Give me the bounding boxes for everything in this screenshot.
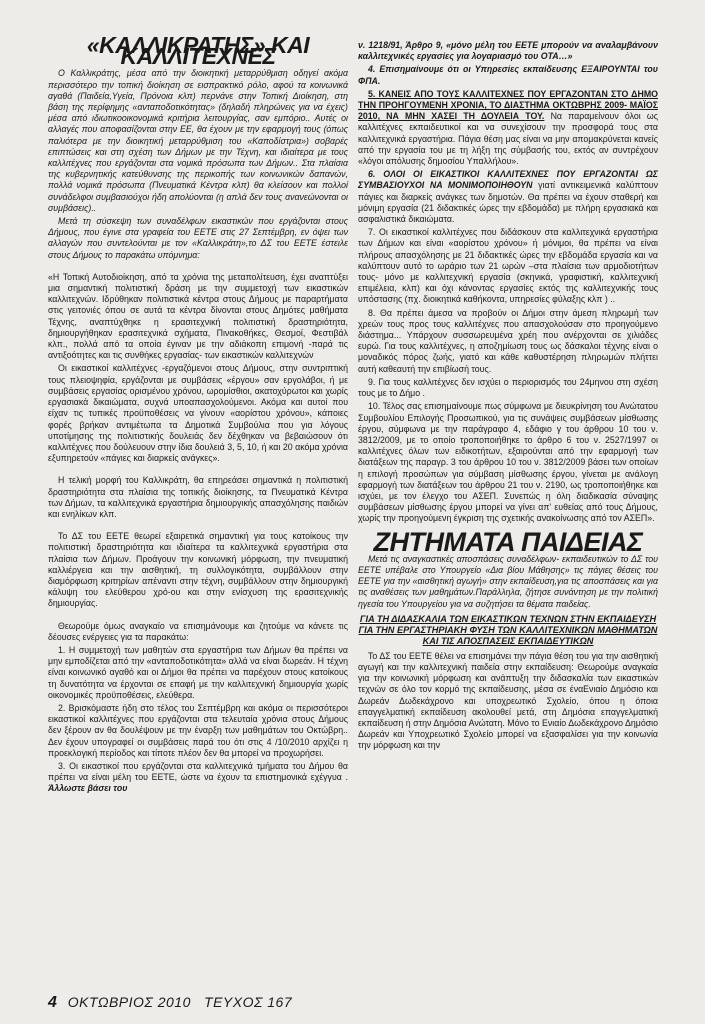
point-8: 8. Θα πρέπει άμεσα να προβούν οι Δήμοι στην άμεση πληρωμή των χρεών τους προς τους καλλιτέχνες που απασχολούσαν στο προηγούμενο διάστημα... Υπάρχουν συσσωρευμένα χρέη που ανέρχονται σε χιλιάδες ευρώ. Για τους καλλιτέχνες, η αποζημίωση τους ως δάσκαλοι τέχνης είναι ο μοναδικός πόρος ζωής, γιατό και κάθε καθυστέρηση πληρωμών πλήττει αυτή καθεαυτή την επιβίωσή τους.	[358, 307, 658, 374]
point-7: 7. Οι εικαστικοί καλλιτέχνες που διδάσκουν στα καλλιτεχνικά εργαστήρια των Δήμων και είναι «αορίστου χρόνου» ή μόνιμοι, θα πρέπει να είναι πλήρους απασχόλησης με 21 διδακτικές ώρες την εβδομάδα εργασία και να καλύπτουν αυτό το ωράριο των 21 ωρών –στα πλαίσια των αρμοδιοτήτων τους- μόνο με καλλιτεχνική εργασία (σκηνικά, γραφιστική, καλλιτεχνική επιμέλεια, κλπ) και όχι κάνοντας εργασίες εκτός της καλλιτεχνικής τους υπόστασης (πχ. διοικητικά καθήκοντα, υπηρεσίες φύλαξης κλπ ) ..	[358, 227, 658, 305]
law-reference	[358, 40, 658, 62]
point-3-text: 3. Οι εικαστικοί που εργάζονται στα καλλιτεχνικά τμήματα του Δήμου θα πρέπει να είναι μέλη του ΕΕΤΕ, ώστε να έχουν τα επιστημονικά εχέγγυα .	[48, 760, 348, 783]
memo-paragraph-1: «Η Τοπική Αυτοδιοίκηση, από τα χρόνια της μεταπολίτευση, έχει αναπτύξει μια σημαντική πολιτιστική δράση με την συμμετοχή των εικαστικών καλλιτεχνών. Ιδρύθηκαν πολιτιστικά κέντρα στους Δήμους με παραρτήματα στις γειτονιές όπου σε αυτά τα κέντρα δίνονται στους Δημότες μαθήματα Τέχνης, αναπτύχθηκε η ερασιτεχνική πολιτιστική δραστηριότητα, δημιουργήθηκαν ερασιτεχνικά σχήματα, Πινακοθήκες, Θεσμοί, Φεστιβάλ κλπ., πολλά από τα οποία έγιναν με την αδιάκοπη επιμονή -παρά τις αντιξοότητες και τις συνθήκες εργασίας- των εικαστικών καλλιτεχνών	[48, 271, 348, 361]
memo-intro-paragraph: Μετά τη σύσκεψη των συναδέλφων εικαστικών που εργάζονται στους Δήμους, που έγινε στα γραφεία του ΕΕΤΕ στις 27 Σεπτέμβρη, εν όψει των αλλαγών που συντελούνται με τον «Καλλικράτη»,το ΔΣ του ΕΕΤΕ έστειλε στους Δήμους το παρακάτω υπόμνημα:	[48, 216, 348, 260]
point-2: 2. Βρισκόμαστε ήδη στο τέλος του Σεπτέμβρη και ακόμα οι περισσότεροι εικαστικοί καλλιτέχνες που εργάζονται στα τελευταία χρόνια στους Δήμους δεν ξέρουν αν θα δουλέψουν με την έναρξη των μαθημάτων του Οκτώβρη.. Δεν έχουν υπογραφεί οι συμβάσεις παρά του ότι στις 4 /10/2010 αρχίζει η προεκλογική περίοδος και τίποτε πλέον δεν θα μπορεί να προχωρήσει.	[48, 702, 348, 758]
point-1: 1. Η συμμετοχή των μαθητών στα εργαστήρια των Δήμων θα πρέπει να μην εμποδίζεται από την «ανταποδοτικότητα» αλλά να είναι δωρεάν. Η τέχνη είναι κοινωνικό αγαθό και οι Δήμοι θα πρέπει να παρέχουν στους κατοίκους τη δυνατότητα να έρχονται σε επαφή με την καλλιτεχνική δημιουργία χωρίς οικονομικές προϋποθέσεις, ελεύθερα.	[48, 644, 348, 700]
education-subheading: ΓΙΑ ΤΗ ΔΙΔΑΣΚΑΛΙΑ ΤΩΝ ΕΙΚΑΣΤΙΚΩΝ ΤΕΧΝΩΝ ΣΤΗΝ ΕΚΠΑΙΔΕΥΣΗ ΓΙΑ ΤΗΝ ΕΡΓΑΣΤΗΡΙΑΚΗ ΦΥΣΗ ΤΩΝ ΚΑΛΛΙΤΕΧΝΙΚΩΝ ΜΑΘΗΜΑΤΩΝ ΚΑΙ ΤΙΣ ΑΠΟΣΠΑΣΕΙΣ ΕΚΠΑΙΔΕΥΤΙΚΩΝ	[358, 613, 658, 646]
memo-paragraph-4: Το ΔΣ του ΕΕΤΕ θεωρεί εξαιρετικά σημαντική για τους κατοίκους την πολιτιστική δραστηριότητα και ιδιαίτερα τα καλλιτεχνικά εργαστήρια στα πλαίσια των Δήμων. Προάγουν την κοινωνική μόρφωση, την πνευματική καλλιέργεια και την αισθητική, τη συλλογικότητα, συμβάλλουν στην διαμόρφωση κριτηρίων απέναντι στην τέχνη, συμβάλλουν στην δημιουργική κάλυψη του ελεύθερου χρό-ου και στην ενίσχυση της ερασιτεχνικής δημιουργίας.	[48, 531, 348, 609]
memo-paragraph-2: Οι εικαστικοί καλλιτέχνες -εργαζόμενοι στους Δήμους, στην συντριπτική τους πλειοψηφία, εργάζονται με συμβάσεις «έργου» σαν εργολάβοι, ή με συμβάσεις εργασίας ορισμένου χρόνου, ωρομίσθιοι, ακατοχύρωτοι και χωρίς εργασιακά δικαιώματα, συχνά υποαπασχολούμενοι. Ακόμα και αυτοί που είχαν τις τυπικές προϋποθέσεις να γίνουν «αορίστου χρόνου», κάποιες φορές βρήκαν αντιμέτωπα τα Δημοτικά Συμβούλια που για λόγους υποτίμησης της πολιτιστικής δουλειάς δεν δέχθηκαν να βεβαιώσουν ότι καλλιτέχνες που δούλευουν στην ίδια δουλειά 3, 5, 10, ή και 20 ακόμα χρόνια εξυπηρετούν «πάγιες και διαρκείς ανάγκες».	[48, 363, 348, 464]
point-5-text: Να παραμείνουν όλοι ως καλλιτέχνες εκπαιδευτικοί και να συνεχίσουν την προσφορά τους στα καλλιτεχνικά εργαστήρια. Πάγια θέση μας είναι να μην απομακρύνεται κανείς από την εργασία του με τη λήξη της σύμβασής του, εκτός αν συντρέχουν «λόγοι απόλυσης δημοσίου Υπαλλήλου».	[358, 111, 658, 167]
left-column	[48, 32, 348, 797]
point-6	[358, 169, 658, 225]
article-title: «ΚΑΛΛΙΚΡΑΤΗΣ» ΚΑΙ ΚΑΛΛΙΤΕΧΝΕΣ	[86, 32, 310, 70]
memo-paragraph-5: Θεωρούμε όμως αναγκαίο να επισημάνουμε και ζητούμε να κάνετε τις δέουσες ενέργειες για τα παρακάτω:	[48, 620, 348, 642]
law-quote: «μόνο μέλη του ΕΕΤΕ μπορούν να αναλαμβάνουν καλλιτεχνικές εργασίες για λογαριασμό του ΟΤΑ…»	[358, 40, 658, 62]
page-footer	[48, 994, 668, 1012]
point-5-heading: 5. ΚΑΝΕΙΣ ΑΠΟ ΤΟΥΣ ΚΑΛΛΙΤΕΧΝΕΣ ΠΟΥ ΕΡΓΑΖΟΝΤΑΝ ΣΤΟ ΔΗΜΟ ΤΗΝ ΠΡΟΗΓΟΥΜΕΝΗ ΧΡΟΝΙΑ, ΤΟ ΔΙΑΣΤΗΜΑ ΟΚΤΩΒΡΗΣ 2009- ΜΑΪΟΣ 2010, ΝΑ ΜΗΝ ΧΑΣΕΙ ΤΗ ΔΟΥΛΕΙΑ ΤΟΥ.	[358, 88, 658, 122]
section-title-education: ΖΗΤΗΜΑΤΑ ΠΑΙΔΕΙΑΣ	[373, 526, 643, 557]
education-intro: Μετά τις αναγκαστικές αποσπάσεις συναδέλφων- εκπαιδευτικών το ΔΣ του ΕΕΤΕ υπέβαλε στο Υπουργείο «Δια βίου Μάθησης» τις πάγιες θέσεις του ΕΕΤΕ για την «αισθητική αγωγή» στην εκπαίδευση,για τις αποσπάσεις και για τις αναθέσεις των μαθημάτων.Παράλληλα, ζήτησε συνάντηση με την πολιτική ηγεσία του Υπουργείου για να συζητήσει τα θέματα παιδείας.	[358, 553, 658, 609]
issue-info: ΟΚΤΩΒΡΙΟΣ 2010 ΤΕΥΧΟΣ 167	[67, 994, 293, 1010]
point-9: 9. Για τους καλλιτέχνες δεν ισχύει ο περιορισμός του 24μηνου στη σχέση τους με το Δήμο .	[358, 376, 658, 399]
point-10: 10. Τέλος σας επισημαίνουμε πως σύμφωνα με διευκρίνηση του Ανώτατου Συμβουλίου Επιλογής Προσωπικού, για τις συνάψεις συμβάσεων μίσθωσης έργου, σύμφωνα με την παράγραφο 4, εδάφιο γ του άρθρου 10 του ν. 3812/2009, με το οποίο τροποποιήθηκε το άρθρο 6 του ν. 2527/1997 οι καλλιτέχνες όλων των ειδικοτήτων, εξαιρούνται από την εφαρμογή των διατάξεων της παραγρ. 3 του άρθρου 10 του ν. 3812/2009 βάσει των οποίων η επιλογή προσώπων για σύμβαση μίσθωσης έργου, γίνεται με ανάλογη εφαρμογή των διατάξεων του άρθρου 21 του ν. 2190, ως τροποποιήθηκε και ισχύει, με τον έλεγχο του ΑΣΕΠ. Συνεπώς η όλη διαδικασία σύναψης συμβάσεων μίσθωσης έργου μπορεί να γίνει απ' ευθείας από τους Δήμους, χωρίς την προηγούμενη έγκριση της σχετικής ανακοίνωσης από τον ΑΣΕΠ».	[358, 401, 658, 524]
point-3-emphasis: Άλλωστε βάσει του	[48, 783, 128, 794]
memo-paragraph-3: Η τελική μορφή του Καλλικράτη, θα επηρεάσει σημαντικά η πολιτιστική δραστηριότητα στα πλαίσια της τοπικής διοίκησης, τα Πνευματικά Κέντρα των Δήμων, τα καλλιτεχνικά εργαστήρια δημιουργικής απασχόλησης παιδιών και ενηλίκων κλπ.	[48, 475, 348, 519]
point-6-text: γιατί αντικειμενικά καλύπτουν πάγιες και διαρκείς ανάγκες των δημοτών. Θα πρέπει να έχουν σταθερή και μόνιμη εργασία (21 διδακτικές ώρες την εβδομάδα) με πλήρη εργασιακά και ασφαλιστικά δικαιώματα.	[358, 180, 659, 225]
point-4: 4. Επισημαίνουμε ότι οι Υπηρεσίες εκπαίδευσης ΕΞΑΙΡΟΥΝΤΑΙ του ΦΠΑ.	[358, 64, 658, 86]
page-number: 4	[48, 994, 58, 1011]
point-6-heading: 6. ΟΛΟΙ ΟΙ ΕΙΚΑΣΤΙΚΟΙ ΚΑΛΛΙΤΕΧΝΕΣ ΠΟΥ ΕΡΓΑΖΟΝΤΑΙ ΩΣ ΣΥΜΒΑΣΙΟΥΧΟΙ ΝΑ ΜΟΝΙΜΟΠΟΙΗΘΟΥΝ	[358, 169, 658, 191]
law-number: ν. 1218/91, Άρθρο 9,	[358, 40, 444, 50]
right-column	[358, 40, 658, 754]
point-3	[48, 761, 348, 795]
intro-paragraph: Ο Καλλικράτης, μέσα από την διοικητική μεταρρύθμιση οδηγεί ακόμα περισσότερο την τοπική διοίκηση σε εισπρακτικό ρόλο, αφού τα κοινωνικά αγαθά (Παιδεία,Υγεία, Πρόνοια κλπ) περνάνε στην Τοπική Διοίκηση, στη βάση της περίφημης «ανταποδοτικότητας» (δηλαδή πληρώνεις για να έχεις) μέσα από ιδιωτικοοικονομικά κριτήρια λειτουργίας, σαν εμπόριο.. Αυτές οι αλλαγές που αποφασίζονται στην ΕΕ, θα έχουν με την εφαρμογή τους (όπως παλιότερα με την διοικητική μεταρρύθμιση του «Καποδίστρια») σοβαρές επιπτώσεις και στη σχέση των Δήμων με την Τέχνη, και ιδιαίτερα με τους καλλιτέχνες που εργάζονται στα νομικά πρόσωπα των Δήμων.. Στα πλαίσια της κυβερνητικής κατεύθυνσης της περικοπής των κοινωνικών δαπανών, πολλά νομικά πρόσωπα (Πνευματικά Κέντρα κλπ) θα κλείσουν και πολλοί συνάδελφοι συμβασιούχοι ήδη απολύονται (η απλά δεν τους ανανεώνονται οι συμβάσεις)..	[48, 68, 348, 213]
education-body: Το ΔΣ του ΕΕΤΕ θέλει να επισημάνει την πάγια θέση του για την αισθητική αγωγή και την καλλιτεχνική παιδεία στην εκπαίδευση: Θεωρούμε αναγκαία για την κοινωνική μόρφωση και ανάπτυξη την διδασκαλία των εικαστικών τεχνών σε όλο τον κορμό της εκπαίδευσης, μέσα σε έναΕνιαίο Δημόσιο και Δωρεάν Δωδεκάχρονο και υποχρεωτικό Σχολείο, όπου η όποια επαγγελματική εκπαίδευση ακολουθεί μετά, στη Δημόσια επαγγελματική εκπαίδευση ή στην Δημόσια Ανώτατη. Μόνο το Ενιαίο Δωδεκάχρονο Δημόσιο Δωρεάν και Υποχρεωτικό Σχολείο μπορεί να εξασφαλίσει για την κοινωνία την μόρφωση και την	[358, 650, 658, 751]
point-5	[358, 89, 658, 167]
